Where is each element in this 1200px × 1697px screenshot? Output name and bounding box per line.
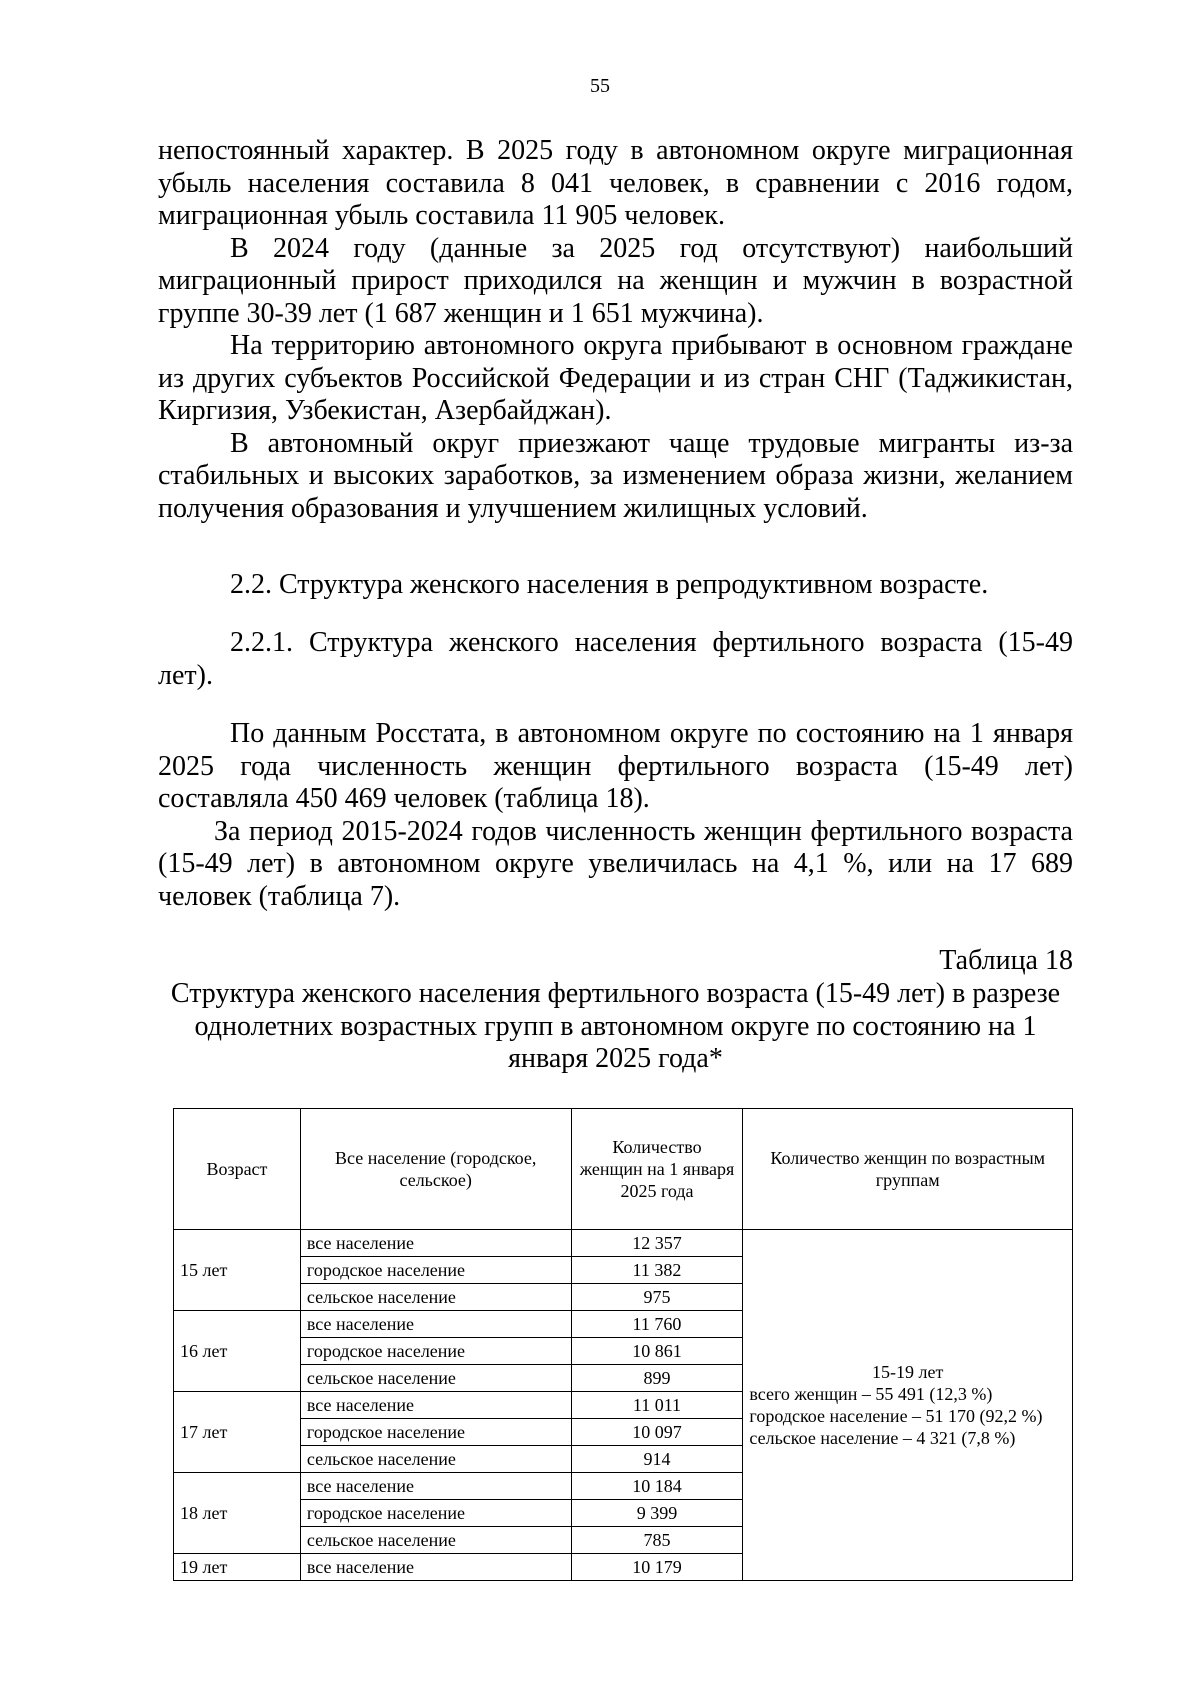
section-heading-2-2 [158,569,1073,602]
count-cell: 12 357 [571,1230,743,1257]
header-population: Все население (городское, сельское) [300,1109,571,1230]
count-cell: 10 184 [571,1473,743,1500]
population-type-cell: все население [300,1230,571,1257]
group-summary-cell [743,1230,1073,1581]
population-type-cell: городское население [300,1338,571,1365]
heading-fertile-age-structure: 2.2.1. Структура женского населения фертильного возраста (15-49 лет). [158,627,1073,691]
paragraph-labor-migrants: В автономный округ приезжают чаще трудовые мигранты из-за стабильных и высоких заработков, за изменением образа жизни, желанием получения образования и улучшением жилищных условий. [158,427,1073,524]
age-cell: 18 лет [174,1473,301,1554]
count-cell: 10 097 [571,1419,743,1446]
paragraph-period-change: За период 2015-2024 годов численность женщин фертильного возраста (15-49 лет) в автономном округе увеличилась на 4,1 %, или на 17 689 человек (таблица 7). [158,815,1073,912]
header-count: Количество женщин на 1 января 2025 года [571,1109,743,1230]
population-type-cell: все население [300,1311,571,1338]
header-groups: Количество женщин по возрастным группам [743,1109,1073,1230]
count-cell: 975 [571,1284,743,1311]
paragraph-arrivals: На территорию автономного округа прибывают в основном граждане из других субъектов Российской Федерации и из стран СНГ (Таджикистан, Киргизия, Узбекистан, Азербайджан). [158,330,1073,426]
population-type-cell: городское население [300,1500,571,1527]
population-type-cell: городское население [300,1419,571,1446]
body-text-top [158,135,1073,525]
population-type-cell: все население [300,1473,571,1500]
page-number: 55 [590,75,610,97]
population-type-cell: сельское население [300,1365,571,1392]
group-summary-total: всего женщин – 55 491 (12,3 %) [749,1384,993,1404]
section-heading-2-2-1 [158,627,1073,692]
paragraph-migration-growth: В 2024 году (данные за 2025 год отсутствуют) наибольший миграционный прирост приходился на женщин и мужчин в возрастной группе 30-39 лет (1 687 женщин и 1 651 мужчина). [158,232,1073,329]
count-cell: 11 760 [571,1311,743,1338]
heading-reproductive-structure: 2.2. Структура женского населения в репродуктивном возрасте. [230,569,989,600]
age-cell: 16 лет [174,1311,301,1392]
population-type-cell: все население [300,1554,571,1581]
body-text-bottom [158,718,1073,913]
count-cell: 9 399 [571,1500,743,1527]
count-cell: 11 382 [571,1257,743,1284]
age-cell: 19 лет [174,1554,301,1581]
population-type-cell: все население [300,1392,571,1419]
count-cell: 785 [571,1527,743,1554]
age-cell: 15 лет [174,1230,301,1311]
paragraph-migration-loss: непостоянный характер. В 2025 году в автономном округе миграционная убыль населения составила 8 041 человек, в сравнении с 2016 годом, миграционная убыль составила 11 905 человек. [158,135,1073,231]
population-type-cell: сельское население [300,1527,571,1554]
count-cell: 10 861 [571,1338,743,1365]
paragraph-rosstat-count: По данным Росстата, в автономном округе по состоянию на 1 января 2025 года численность женщин фертильного возраста (15-49 лет) составляла 450 469 человек (таблица 18). [158,718,1073,814]
count-cell: 11 011 [571,1392,743,1419]
table-caption: Структура женского населения фертильного возраста (15-49 лет) в разрезе однолетних возрастных групп в автономном округе по состоянию на 1 января 2025 года* [170,978,1061,1074]
header-age: Возраст [174,1109,301,1230]
population-type-cell: сельское население [300,1446,571,1473]
count-cell: 899 [571,1365,743,1392]
count-cell: 10 179 [571,1554,743,1581]
count-cell: 914 [571,1446,743,1473]
table-header-row [174,1109,1073,1230]
population-type-cell: сельское население [300,1284,571,1311]
table-label: Таблица 18 [939,945,1073,976]
group-summary-rural: сельское население – 4 321 (7,8 %) [749,1428,1016,1448]
age-cell: 17 лет [174,1392,301,1473]
population-type-cell: городское население [300,1257,571,1284]
group-summary-urban: городское население – 51 170 (92,2 %) [749,1406,1043,1426]
fertile-women-table [173,1108,1073,1581]
group-summary-title: 15-19 лет [872,1362,944,1382]
table-row [174,1230,1073,1257]
